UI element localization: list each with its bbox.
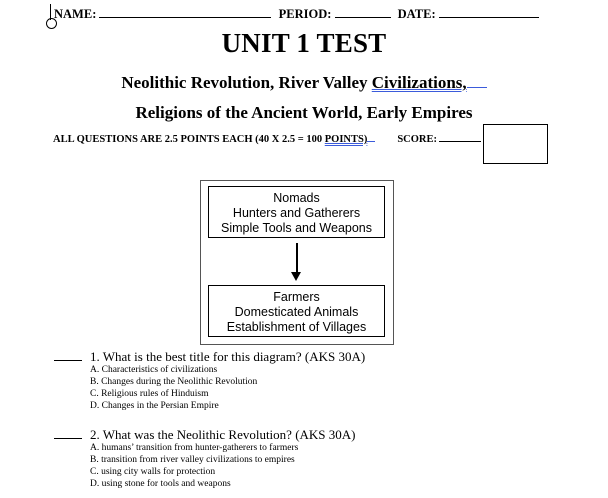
page-title: UNIT 1 TEST	[221, 28, 387, 58]
score-box[interactable]	[483, 124, 548, 164]
subtitle-line-1-main: Neolithic Revolution, River Valley	[121, 73, 372, 92]
question-2-prompt: 2. What was the Neolithic Revolution? (AKS 30A)	[90, 427, 356, 442]
score-blank[interactable]	[439, 132, 481, 142]
points-instruction	[53, 132, 481, 145]
score-label: SCORE:	[397, 134, 438, 145]
q2-choice-c: C. using city walls for protection	[90, 467, 216, 477]
q2-choice-b: B. transition from river valley civilizations to empires	[90, 455, 295, 465]
diagram-bottom-line-2: Domesticated Animals	[234, 305, 359, 319]
q1-choice-a: A. Characteristics of civilizations	[90, 365, 218, 375]
q2-choice-d: D. using stone for tools and weapons	[90, 479, 231, 489]
down-arrow-icon	[296, 243, 298, 275]
header-fields	[54, 6, 543, 22]
question-1	[54, 349, 365, 365]
diagram-top-line-3: Simple Tools and Weapons	[220, 221, 373, 235]
date-blank[interactable]	[439, 6, 539, 18]
subtitle-line-1-underlined: Civilizations,	[371, 73, 467, 92]
diagram-box-nomads	[208, 186, 385, 238]
q2-choice-a: A. humans’ transition from hunter-gatherers to farmers	[90, 443, 299, 453]
diagram-box-farmers	[208, 285, 385, 337]
question-1-prompt: 1. What is the best title for this diagram? (AKS 30A)	[90, 349, 366, 364]
period-label: PERIOD:	[278, 7, 332, 21]
diagram-top-line-2: Hunters and Gatherers	[232, 206, 361, 220]
q1-choice-b: B. Changes during the Neolithic Revolution	[90, 377, 258, 387]
subtitle-underline-pad	[467, 73, 487, 88]
points-text-underlined: POINTS)	[324, 134, 368, 145]
name-label: NAME:	[54, 7, 97, 21]
q1-choice-c: C. Religious rules of Hinduism	[90, 389, 209, 399]
down-arrow-head-icon	[291, 272, 301, 281]
diagram-bottom-line-1: Farmers	[273, 290, 320, 304]
question-2	[54, 427, 356, 443]
answer-blank-2[interactable]	[54, 428, 82, 439]
subtitle-line-2: Religions of the Ancient World, Early Empires	[135, 103, 473, 122]
diagram-top-line-1: Nomads	[273, 191, 320, 205]
points-underline-pad	[367, 132, 375, 142]
answer-blank-1[interactable]	[54, 350, 82, 361]
date-label: DATE:	[397, 7, 436, 21]
q1-choice-d: D. Changes in the Persian Empire	[90, 401, 219, 411]
diagram-bottom-line-3: Establishment of Villages	[226, 320, 367, 334]
period-blank[interactable]	[335, 6, 391, 18]
name-blank[interactable]	[99, 6, 271, 18]
subtitle-line-1	[0, 73, 608, 93]
points-text: ALL QUESTIONS ARE 2.5 POINTS EACH (40 X 2.5 = 100	[53, 134, 325, 145]
